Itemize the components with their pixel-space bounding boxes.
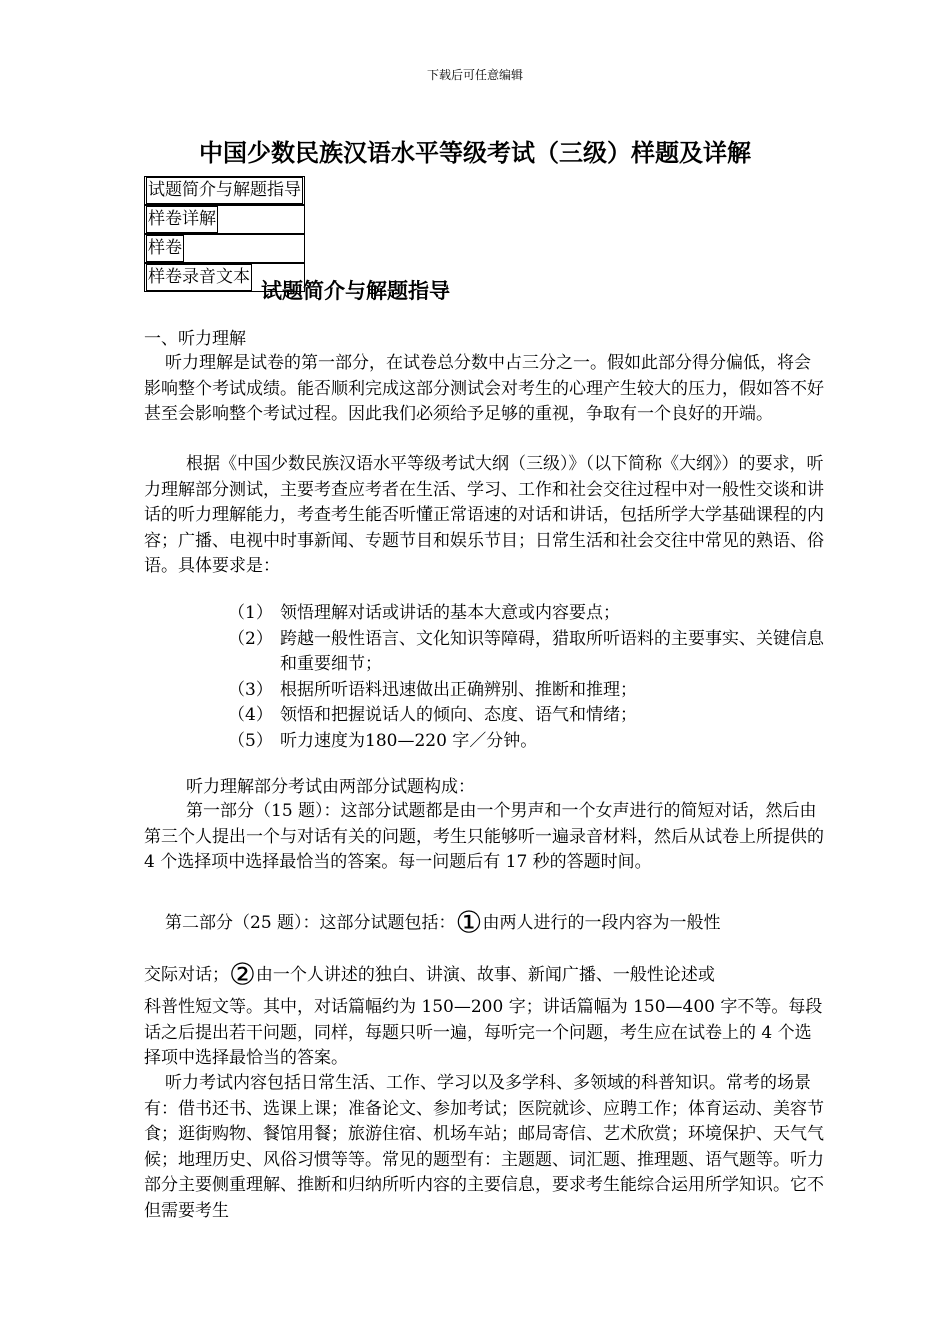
paragraph-4: 第一部分（15 题）：这部分试题都是由一个男声和一个女声进行的简短对话，然后由第三个人提出一个与对话有关的问题，考生只能够听一遍录音材料，然后从试卷上所提供的 4 个选择项中选择最恰当的答案。每一问题后有 17 秒的答题时间。: [144, 801, 824, 872]
list-number: （3）: [228, 679, 273, 700]
circled-one-glyph: ①: [455, 905, 483, 941]
page-header: 下载后可任意编辑: [426, 68, 523, 82]
paragraph-5-line: [165, 906, 845, 940]
list-item: [228, 601, 828, 627]
list-text: 跨越一般性语言、文化知识等障碍，猎取所听语料的主要事实、关键信息和重要细节；: [280, 628, 824, 674]
heading-listening: 一、听力理解: [144, 329, 246, 349]
list-text: 根据所听语料迅速做出正确辨别、推断和推理；: [280, 679, 637, 700]
paragraph-6-line: [144, 958, 824, 992]
list-text: 领悟理解对话或讲话的基本大意或内容要点；: [280, 603, 620, 623]
toc-link-intro[interactable]: 试题简介与解题指导: [146, 177, 303, 204]
paragraph-6-text-a: 交际对话；: [144, 965, 229, 985]
circled-two-glyph: ②: [229, 957, 256, 993]
list-number: （2）: [228, 628, 273, 649]
list-number: （5）: [228, 730, 273, 751]
paragraph-1: 听力理解是试卷的第一部分，在试卷总分数中占三分之一。假如此部分得分偏低，将会影响整个考试成绩。能否顺利完成这部分测试会对考生的心理产生较大的压力，假如答不好甚至会影响整个考试过程。因此我们必须给予足够的重视，争取有一个良好的开端。: [144, 353, 824, 424]
toc-link-sample-explained[interactable]: 样卷详解: [146, 206, 218, 233]
paragraph-3: 听力理解部分考试由两部分试题构成：: [186, 777, 475, 797]
toc-link-sample[interactable]: 样卷: [146, 235, 184, 262]
paragraph-2: 根据《中国少数民族汉语水平等级考试大纲（三级）》（以下简称《大纲》）的要求，听力理解部分测试，主要考查应考者在生活、学习、工作和社会交往过程中对一般性交谈和讲话的听力理解能力，考查考生能否听懂正常语速的对话和讲话，包括所学大学基础课程的内容；广播、电视中时事新闻、专题节目和娱乐节目；日常生活和社会交往中常见的熟语、俗语。具体要求是：: [144, 454, 824, 576]
list-item: [228, 703, 828, 729]
paragraph-5-text-b: 由两人进行的一段内容为一般性: [482, 913, 721, 933]
toc-link-transcript[interactable]: 样卷录音文本: [146, 264, 252, 291]
document-title: 中国少数民族汉语水平等级考试（三级）样题及详解: [199, 138, 751, 167]
list-item: [228, 729, 828, 755]
section-title: 试题简介与解题指导: [261, 278, 450, 303]
list-item: [228, 627, 828, 678]
paragraph-6-text-b: 由一个人讲述的独白、讲演、故事、新闻广播、一般性论述或: [255, 965, 715, 985]
list-text: 听力速度为180—220 字／分钟。: [280, 730, 538, 751]
list-text: 领悟和把握说话人的倾向、态度、语气和情绪；: [280, 705, 637, 725]
list-number: （1）: [228, 603, 273, 623]
paragraph-8: 听力考试内容包括日常生活、工作、学习以及多学科、多领域的科普知识。常考的场景有：借书还书、选课上课；准备论文、参加考试；医院就诊、应聘工作；体育运动、美容节食；逛街购物、餐馆用餐；旅游住宿、机场车站；邮局寄信、艺术欣赏；环境保护、天气气候；地理历史、风俗习惯等等。常见的题型有：主题题、词汇题、推理题、语气题等。听力部分主要侧重理解、推断和归纳所听内容的主要信息，要求考生能综合运用所学知识。它不但需要考生: [144, 1073, 824, 1221]
list-number: （4）: [228, 705, 273, 725]
requirements-list: [228, 601, 828, 754]
list-item: [228, 678, 828, 704]
paragraph-5-text-a: 第二部分（25 题）：这部分试题包括：: [165, 913, 456, 933]
paragraph-7: 科普性短文等。其中，对话篇幅约为 150—200 字；讲话篇幅为 150—400 字不等。每段话之后提出若干问题，同样，每题只听一遍，每听完一个问题，考生应在试卷上的 4 个选择项中选择最恰当的答案。: [144, 997, 823, 1068]
